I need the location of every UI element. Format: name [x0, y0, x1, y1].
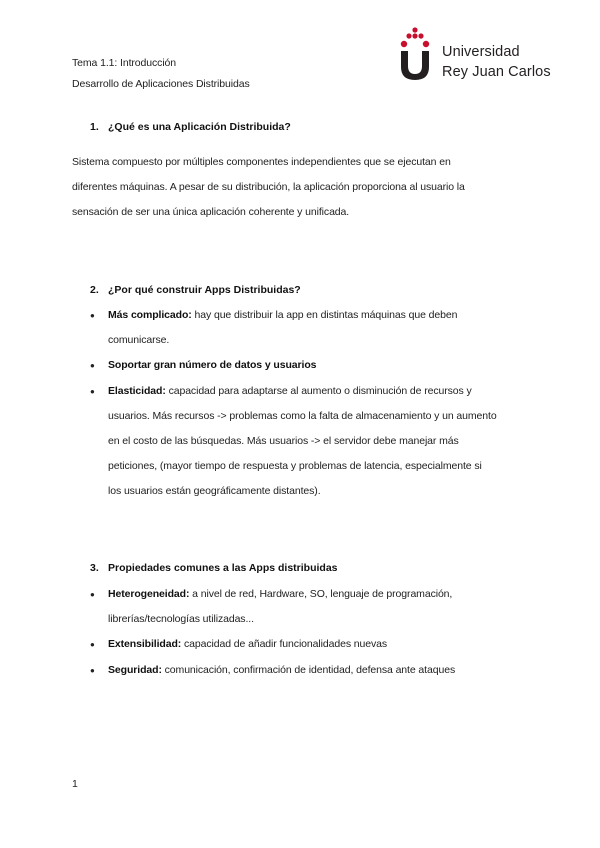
- header-subject: Desarrollo de Aplicaciones Distribuidas: [72, 78, 250, 90]
- item-text: capacidad para adaptarse al aumento o disminución de recursos y: [165, 385, 472, 397]
- page-number: 1: [72, 778, 78, 790]
- section-heading: [90, 121, 291, 133]
- bullet-icon: ●: [90, 387, 95, 396]
- paragraph-line: diferentes máquinas. A pesar de su distribución, la aplicación proporciona al usuario la: [72, 181, 465, 193]
- bullet-icon: ●: [90, 590, 95, 599]
- paragraph-line: sensación de ser una única aplicación coherente y unificada.: [72, 206, 350, 218]
- item-text: a nivel de red, Hardware, SO, lenguaje de programación,: [189, 588, 453, 600]
- item-label: Más complicado:: [108, 309, 192, 321]
- item-text: capacidad de añadir funcionalidades nuevas: [181, 638, 388, 650]
- bullet-icon: ●: [90, 666, 95, 675]
- section-title: ¿Qué es una Aplicación Distribuida?: [108, 121, 291, 133]
- bullet-icon: ●: [90, 361, 95, 370]
- item-text: librerías/tecnologías utilizadas...: [108, 613, 254, 625]
- section-number: 1.: [90, 121, 99, 133]
- item-text: en el costo de las búsquedas. Más usuarios -> el servidor debe manejar más: [108, 435, 459, 447]
- section-title: Propiedades comunes a las Apps distribuidas: [108, 562, 338, 574]
- section-heading: [90, 562, 338, 574]
- item-label: Heterogeneidad:: [108, 588, 190, 600]
- urjc-emblem-icon: [398, 26, 432, 82]
- item-text: comunicarse.: [108, 334, 170, 346]
- item-text: peticiones, (mayor tiempo de respuesta y problemas de latencia, especialmente si: [108, 460, 482, 472]
- section-number: 2.: [90, 284, 99, 296]
- logo-line2: Rey Juan Carlos: [442, 64, 551, 80]
- bullet-icon: ●: [90, 311, 95, 320]
- bullet-icon: ●: [90, 640, 95, 649]
- item-label: Extensibilidad:: [108, 638, 182, 650]
- section-number: 3.: [90, 562, 99, 574]
- section-heading: [90, 284, 301, 296]
- item-text: usuarios. Más recursos -> problemas como la falta de almacenamiento y un aumento: [108, 410, 497, 422]
- section-title: ¿Por qué construir Apps Distribuidas?: [108, 284, 301, 296]
- paragraph-line: Sistema compuesto por múltiples componentes independientes que se ejecutan en: [72, 156, 451, 168]
- item-label: Elasticidad:: [108, 385, 166, 397]
- item-label: Soportar gran número de datos y usuarios: [108, 359, 317, 371]
- item-text: comunicación, confirmación de identidad, defensa ante ataques: [161, 664, 456, 676]
- logo-line1: Universidad: [442, 44, 520, 60]
- item-text: los usuarios están geográficamente distantes).: [108, 485, 321, 497]
- header-course: Tema 1.1: Introducción: [72, 57, 177, 69]
- university-logo: [398, 26, 558, 86]
- item-label: Seguridad:: [108, 664, 162, 676]
- item-text: hay que distribuir la app en distintas máquinas que deben: [191, 309, 458, 321]
- paragraph: [72, 150, 512, 225]
